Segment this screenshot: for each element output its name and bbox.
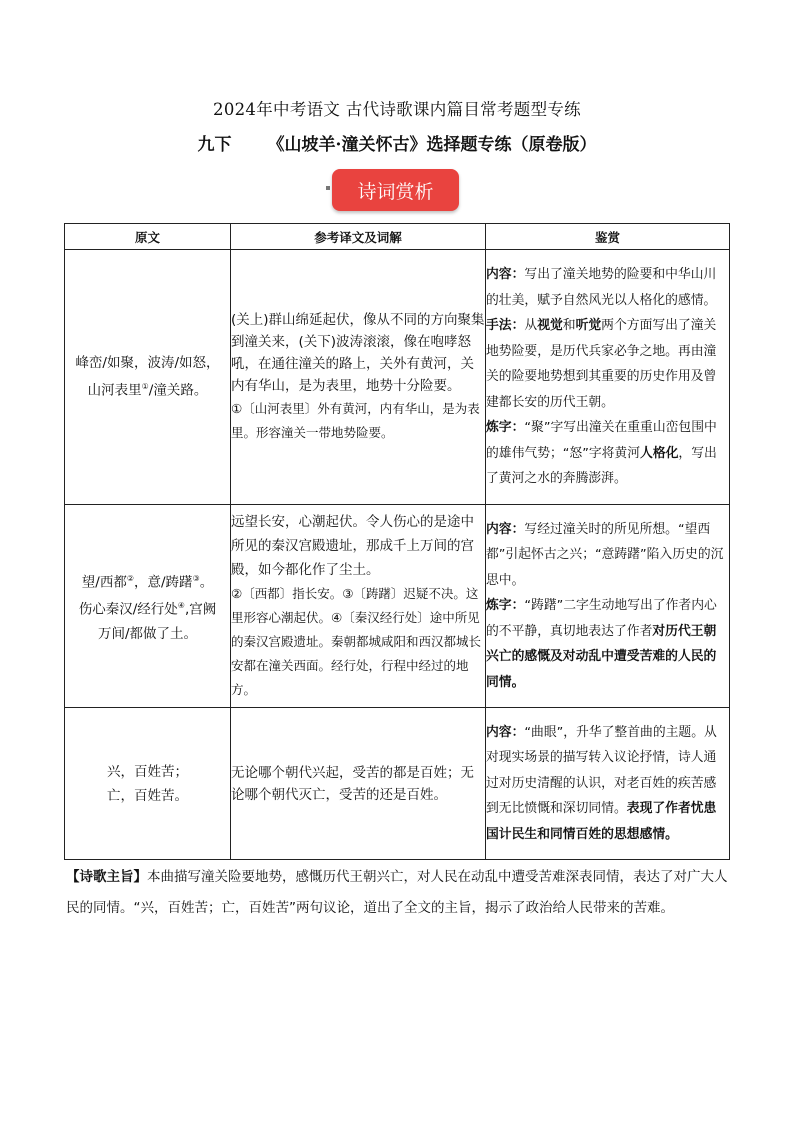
poem-analysis-table	[64, 223, 730, 860]
original-line: 伤心秦汉/经行处	[78, 601, 178, 618]
appreciation-emphasis: 视觉	[537, 318, 563, 334]
appreciation-cell	[486, 505, 730, 708]
original-line: 。	[199, 574, 214, 590]
header-translation: 参考译文及词解	[231, 224, 486, 250]
original-line: 望/西都	[81, 574, 127, 590]
header-original: 原文	[65, 224, 231, 250]
appreciation-text: 两个方面写出了潼关地势险要，是历代兵家必争之地。再由潼关的险要地势想到其重要的历史作用及曾建都长安的历代王朝。	[486, 318, 717, 410]
table-row	[65, 505, 730, 708]
appreciation-text: “聚”字写出潼关在重重山峦包围中的雄伟气势；“怒”字将黄河	[486, 420, 717, 461]
appreciation-label: 内容：	[486, 724, 525, 740]
original-line: /潼关路。	[148, 382, 208, 399]
subtitle-topic: 《山坡羊·潼关怀古》选择题专练（原卷版）	[267, 135, 597, 155]
appreciation-label: 内容：	[486, 267, 525, 283]
footnote-mark: ④	[177, 601, 185, 610]
translation-cell	[231, 250, 486, 505]
original-line: 山河表里	[87, 382, 142, 399]
appreciation-label: 炼字：	[486, 420, 525, 436]
theme-label: 【诗歌主旨】	[66, 869, 147, 885]
appreciation-label: 炼字：	[486, 598, 525, 614]
original-line: ，意/踌躇	[134, 574, 193, 590]
document-subtitle	[0, 130, 794, 155]
badge-marker	[326, 186, 330, 190]
appreciation-emphasis: 听觉	[575, 318, 602, 334]
document-title: 2024年中考语文 古代诗歌课内篇目常考题型专练	[213, 100, 581, 119]
appreciation-emphasis: 人格化	[640, 445, 679, 461]
footnote-mark: ②	[126, 573, 134, 583]
section-badge: 诗词赏析	[332, 169, 459, 211]
original-line: 万间/都做了土。	[97, 625, 198, 642]
translation-text: 无论哪个朝代兴起，受苦的都是百姓；无论哪个朝代灭亡，受苦的还是百姓。	[231, 764, 474, 803]
appreciation-label: 内容：	[486, 521, 525, 537]
appreciation-text: 写出了潼关地势的险要和中华山川的壮美，赋予自然风光以人格化的感情。	[486, 267, 717, 308]
footnote-mark: ①	[141, 382, 149, 392]
appreciation-cell	[486, 250, 730, 505]
vocabulary-note: ①〔山河表里〕外有黄河，内有华山，是为表里。形容潼关一带地势险要。	[231, 401, 480, 440]
appreciation-text: “曲眼”，升华了整首曲的主题。从对现实场景的描写转入议论抒情，诗人通过对历史清醒的认识，对老百姓的疾苦感到无比愤慨和深切同情。	[486, 724, 717, 817]
appreciation-text: 和	[562, 318, 576, 334]
original-line: 峰峦/如聚，波涛/如怒，	[75, 355, 220, 372]
original-line: 亡，百姓苦。	[107, 787, 188, 804]
header-appreciation: 鉴赏	[486, 224, 730, 250]
appreciation-text: 写经过潼关时的所见所想。“望西都”引起怀古之兴；“意踌躇”陷入历史的沉思中。	[486, 521, 724, 588]
appreciation-label: 手法：	[486, 318, 525, 334]
appreciation-text: ，写出了黄河之水的奔腾澎湃。	[486, 445, 717, 487]
poem-theme	[66, 862, 730, 924]
theme-text: 本曲描写潼关险要地势，感慨历代王朝兴亡，对人民在动乱中遭受苦难深表同情，表达了对广大人民的同情。“兴，百姓苦；亡，百姓苦”两句议论，道出了全文的主旨，揭示了政治给人民带来的苦难。	[66, 869, 728, 916]
appreciation-text: 从	[524, 318, 538, 334]
appreciation-emphasis: 表现了作者忧患国计民生和同情百姓的思想感情。	[486, 801, 717, 842]
appreciation-cell	[486, 708, 730, 860]
footnote-mark: ③	[192, 573, 200, 583]
translation-cell	[231, 505, 486, 708]
translation-text: 远望长安，心潮起伏。令人伤心的是途中所见的秦汉宫殿遗址，那成千上万间的宫殿，如今都化作了尘土。	[231, 514, 474, 578]
translation-cell	[231, 708, 486, 860]
translation-text: (关上)群山绵延起伏，像从不同的方向聚集到潼关来，(关下)波涛滚滚，像在咆哮怒吼，在通往潼关的路上，关外有黄河，关内有华山，是为表里，地势十分险要。	[231, 312, 485, 394]
appreciation-emphasis: 对历代王朝兴亡的感慨及对动乱中遭受苦难的人民的同情。	[486, 623, 717, 690]
original-line: ,宫阙	[184, 601, 217, 618]
original-text-cell	[65, 708, 231, 860]
appreciation-text: “踌躇”二字生动地写出了作者内心的不平静，真切地表达了作者	[486, 598, 717, 639]
table-header-row	[65, 224, 730, 250]
table-row	[65, 250, 730, 505]
vocabulary-note: ②〔西都〕指长安。③〔踌躇〕迟疑不决。这里形容心潮起伏。④〔秦汉经行处〕途中所见的秦汉宫殿遗址。秦朝都城咸阳和西汉都城长安都在潼关西面。经行处，行程中经过的地方。	[231, 586, 482, 697]
original-text-cell	[65, 250, 231, 505]
original-line: 兴，百姓苦；	[107, 763, 188, 780]
subtitle-grade: 九下	[197, 135, 232, 155]
table-row	[65, 708, 730, 860]
original-text-cell	[65, 505, 231, 708]
